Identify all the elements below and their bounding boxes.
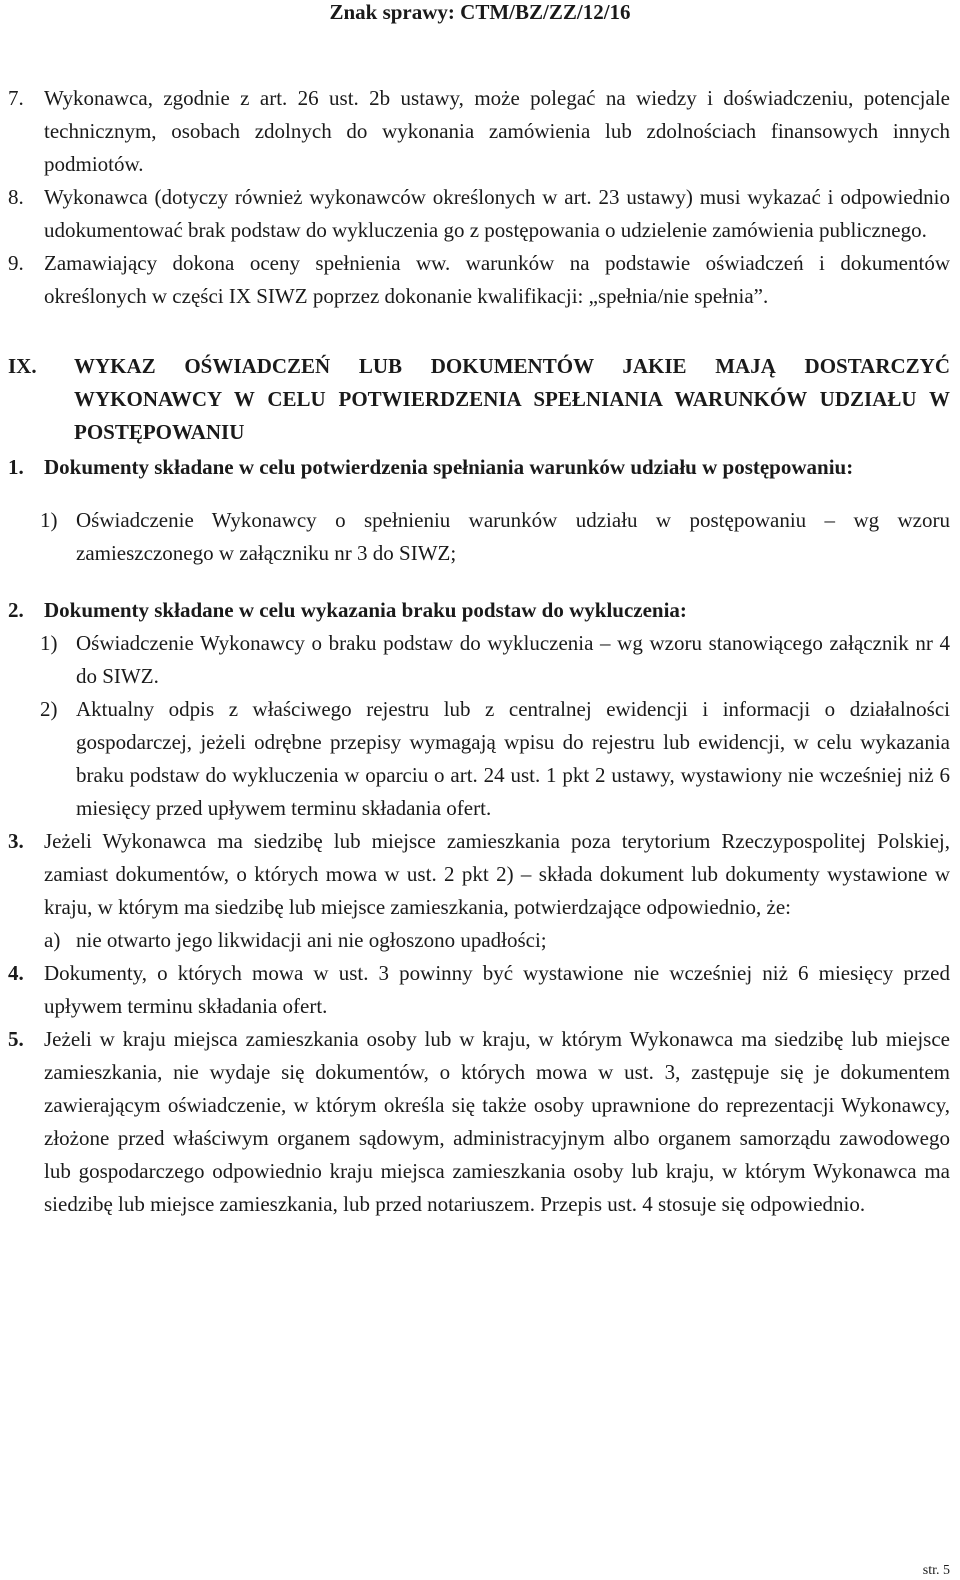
point-number: 5. <box>8 1027 24 1051</box>
sub-item <box>40 504 950 570</box>
point-text: Dokumenty, o których mowa w ust. 3 powinny być wystawione nie wcześniej niż 6 miesięcy przed upływem terminu składania ofert. <box>44 961 950 1018</box>
sub-item-text: Aktualny odpis z właściwego rejestru lub z centralnej ewidencji i informacji o działalności gospodarczej, jeżeli odrębne przepisy wymagają wpisu do rejestru lub ewidencji, w celu wykazania braku podstaw do wykluczenia w oparciu o art. 24 ust. 1 pkt 2 ustawy, wystawiony nie wcześniej niż 6 miesięcy przed upływem terminu składania ofert. <box>76 697 950 820</box>
list-item <box>8 82 950 181</box>
section-number: IX. <box>8 354 37 378</box>
point-title: Dokumenty składane w celu wykazania braku podstaw do wykluczenia: <box>44 598 687 622</box>
item-number: 8. <box>8 185 24 209</box>
point <box>8 825 950 924</box>
point-text: Jeżeli Wykonawca ma siedzibę lub miejsce zamieszkania poza terytorium Rzeczypospolitej Polskiej, zamiast dokumentów, o których mowa w ust. 2 pkt 2) – składa dokument lub dokumenty wystawione w kraju, w którym ma siedzibę lub miejsce zamieszkania, potwierdzające odpowiednio, że: <box>44 829 950 919</box>
point-heading <box>8 451 950 484</box>
spacer <box>8 570 950 594</box>
sub-item-text: Oświadczenie Wykonawcy o spełnieniu warunków udziału w postępowaniu – wg wzoru zamieszczonego w załączniku nr 3 do SIWZ; <box>76 508 950 565</box>
document-body <box>8 82 950 1221</box>
point <box>8 1023 950 1221</box>
case-number-header: Znak sprawy: CTM/BZ/ZZ/12/16 <box>329 0 631 24</box>
item-number: 9. <box>8 251 24 275</box>
sub-item-text: Oświadczenie Wykonawcy o braku podstaw do wykluczenia – wg wzoru stanowiącego załącznik nr 4 do SIWZ. <box>76 631 950 688</box>
sub-item-number: 1) <box>40 631 58 655</box>
sub-item-text: nie otwarto jego likwidacji ani nie ogłoszono upadłości; <box>76 928 547 952</box>
page-number: str. 5 <box>922 1563 950 1578</box>
point <box>8 957 950 1023</box>
sub-item <box>40 627 950 693</box>
spacer <box>8 484 950 504</box>
point-number: 1. <box>8 455 24 479</box>
list-item <box>8 247 950 313</box>
point-number: 2. <box>8 598 24 622</box>
item-number: 7. <box>8 86 24 110</box>
item-text: Wykonawca (dotyczy również wykonawców określonych w art. 23 ustawy) musi wykazać i odpowiednio udokumentować brak podstaw do wykluczenia go z postępowania o udzielenie zamówienia publicznego. <box>44 185 950 242</box>
section-title: WYKAZ OŚWIADCZEŃ LUB DOKUMENTÓW JAKIE MAJĄ DOSTARCZYĆ WYKONAWCY W CELU POTWIERDZENIA SPEŁNIANIA WARUNKÓW UDZIAŁU W POSTĘPOWANIU <box>74 354 950 444</box>
point-number: 3. <box>8 829 24 853</box>
item-text: Zamawiający dokona oceny spełnienia ww. warunków na podstawie oświadczeń i dokumentów określonych w części IX SIWZ poprzez dokonanie kwalifikacji: „spełnia/nie spełnia”. <box>44 251 950 308</box>
list-item <box>8 181 950 247</box>
item-text: Wykonawca, zgodnie z art. 26 ust. 2b ustawy, może polegać na wiedzy i doświadczeniu, potencjale technicznym, osobach zdolnych do wykonania zamówienia lub zdolnościach finansowych innych podmiotów. <box>44 86 950 176</box>
point-text: Jeżeli w kraju miejsca zamieszkania osoby lub w kraju, w którym Wykonawca ma siedzibę lub miejsce zamieszkania, nie wydaje się dokumentów, o których mowa w ust. 3, zastępuje się je dokumentem zawierającym oświadczenie, w którym określa się także osoby uprawnione do reprezentacji Wykonawcy, złożone przed właściwym organem sądowym, administracyjnym albo organem samorządu zawodowego lub gospodarczego odpowiednio kraju miejsca zamieszkania osoby lub kraju, w którym Wykonawca ma siedzibę lub miejsce zamieszkania, lub przed notariuszem. Przepis ust. 4 stosuje się odpowiednio. <box>44 1027 950 1216</box>
section-heading <box>8 350 950 449</box>
sub-item <box>40 693 950 825</box>
point-title: Dokumenty składane w celu potwierdzenia spełniania warunków udziału w postępowaniu: <box>44 455 854 479</box>
sub-item-number: 2) <box>40 697 58 721</box>
sub-item-letter: a) <box>44 928 61 952</box>
point-heading <box>8 594 950 627</box>
point-number: 4. <box>8 961 24 985</box>
sub-item <box>44 924 950 957</box>
sub-item-number: 1) <box>40 508 58 532</box>
